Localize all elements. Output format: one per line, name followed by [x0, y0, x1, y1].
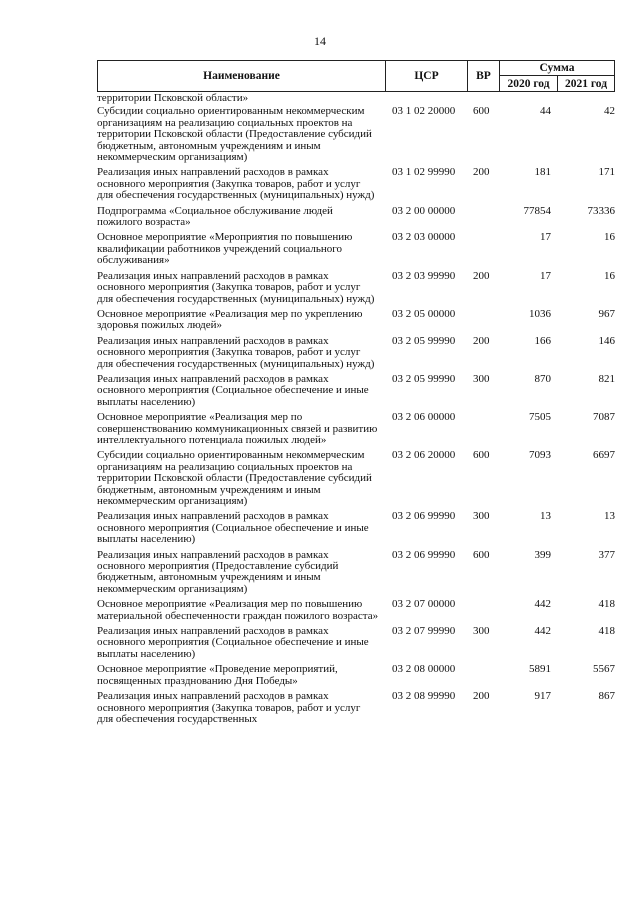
row-sum-2021: 146 — [598, 334, 615, 347]
row-name: Субсидии социально ориентированным некоммерческим организациям на реализацию социальных проектов на территории Псковской области (Предоставление субсидий бюджетным, автономным учреждениям и иным некоммерческим организациям) — [97, 449, 372, 507]
table-row — [97, 550, 617, 596]
header-name: Наименование — [97, 60, 386, 92]
header-2020: 2020 год — [499, 75, 558, 92]
row-csr: 03 2 03 00000 — [392, 231, 456, 244]
table-row — [97, 511, 617, 545]
row-sum-2021: 171 — [598, 166, 615, 179]
row-vr: 300 — [473, 372, 490, 385]
header-2021: 2021 год — [557, 75, 615, 92]
row-sum-2021: 42 — [604, 105, 615, 118]
row-vr: 600 — [473, 105, 490, 118]
row-sum-2020: 17 — [540, 269, 551, 282]
row-sum-2020: 1036 — [529, 307, 551, 320]
row-sum-2021: 967 — [598, 307, 615, 320]
table-row — [97, 232, 617, 266]
row-sum-2021: 7087 — [593, 411, 615, 424]
row-csr: 03 2 07 00000 — [392, 598, 456, 611]
row-sum-2020: 44 — [540, 105, 551, 118]
page-number: 14 — [314, 34, 326, 48]
row-csr: 03 1 02 99990 — [392, 166, 456, 179]
table-row — [97, 599, 617, 622]
row-name: Реализация иных направлений расходов в рамках основного мероприятия (Закупка товаров, работ и услуг для обеспечения государственных — [97, 690, 361, 725]
row-sum-2021: 73336 — [587, 204, 615, 217]
row-vr: 200 — [473, 690, 490, 703]
table-row — [97, 664, 617, 687]
row-sum-2021: 418 — [598, 625, 615, 638]
row-sum-2020: 917 — [534, 690, 551, 703]
row-csr: 03 2 05 99990 — [392, 334, 456, 347]
row-vr: 600 — [473, 548, 490, 561]
row-sum-2021: 16 — [604, 269, 615, 282]
row-csr: 03 2 06 00000 — [392, 411, 456, 424]
row-vr: 200 — [473, 166, 490, 179]
row-sum-2021: 16 — [604, 231, 615, 244]
row-csr: 03 2 00 00000 — [392, 204, 456, 217]
row-name: Основное мероприятие «Реализация мер по укреплению здоровья пожилых людей» — [97, 307, 363, 332]
row-sum-2020: 166 — [534, 334, 551, 347]
row-vr: 300 — [473, 625, 490, 638]
row-sum-2021: 13 — [604, 510, 615, 523]
row-sum-2020: 7093 — [529, 449, 551, 462]
row-vr: 200 — [473, 334, 490, 347]
row-csr: 03 2 06 20000 — [392, 449, 456, 462]
row-name: Реализация иных направлений расходов в рамках основного мероприятия (Социальное обеспечение и иные выплаты населению) — [97, 510, 369, 546]
table-row — [97, 106, 617, 163]
row-sum-2021: 418 — [598, 598, 615, 611]
row-name: территории Псковской области» — [97, 92, 249, 104]
table-row — [97, 271, 617, 305]
row-sum-2020: 5891 — [529, 663, 551, 676]
row-name: Реализация иных направлений расходов в рамках основного мероприятия (Закупка товаров, работ и услуг для обеспечения государственных (муниципальных) нужд) — [97, 334, 375, 370]
row-csr: 03 2 05 99990 — [392, 372, 456, 385]
row-name: Реализация иных направлений расходов в рамках основного мероприятия (Предоставление субсидий бюджетным, автономным учреждениям и иным некоммерческим организациям) — [97, 548, 339, 595]
row-sum-2020: 7505 — [529, 411, 551, 424]
row-name: Основное мероприятие «Реализация мер по повышению материальной обеспеченности граждан пожилого возраста» — [97, 598, 379, 622]
header-csr: ЦСР — [385, 60, 468, 92]
row-sum-2020: 181 — [534, 166, 551, 179]
row-sum-2020: 870 — [534, 372, 551, 385]
table-row — [97, 626, 617, 660]
row-sum-2021: 377 — [598, 548, 615, 561]
table-row — [97, 167, 617, 201]
row-csr: 03 2 08 99990 — [392, 690, 456, 703]
table-row — [97, 691, 617, 725]
row-sum-2020: 13 — [540, 510, 551, 523]
table-body — [97, 93, 617, 729]
table-row — [97, 374, 617, 408]
row-sum-2020: 17 — [540, 231, 551, 244]
table-row — [97, 450, 617, 507]
row-csr: 03 2 07 99990 — [392, 625, 456, 638]
row-name: Субсидии социально ориентированным некоммерческим организациям на реализацию социальных проектов на территории Псковской области (Предоставление субсидий бюджетным, автономным учреждениям и иным некоммерческим организациям) — [97, 105, 372, 164]
row-csr: 03 1 02 20000 — [392, 105, 456, 118]
table-row — [97, 93, 617, 104]
row-name: Реализация иных направлений расходов в рамках основного мероприятия (Социальное обеспечение и иные выплаты населению) — [97, 625, 369, 660]
table-header — [97, 60, 615, 92]
header-sum: Сумма — [499, 60, 615, 76]
row-name: Подпрограмма «Социальное обслуживание людей пожилого возраста» — [97, 204, 333, 229]
row-name: Реализация иных направлений расходов в рамках основного мероприятия (Закупка товаров, работ и услуг для обеспечения государственных (муниципальных) нужд) — [97, 166, 375, 202]
row-csr: 03 2 06 99990 — [392, 510, 456, 523]
row-sum-2020: 442 — [534, 598, 551, 611]
row-vr: 200 — [473, 269, 490, 282]
row-csr: 03 2 08 00000 — [392, 663, 456, 676]
row-sum-2020: 399 — [534, 548, 551, 561]
table-row — [97, 412, 617, 446]
row-csr: 03 2 05 00000 — [392, 307, 456, 320]
row-name: Основное мероприятие «Проведение мероприятий, посвященных празднованию Дня Победы» — [97, 663, 338, 687]
row-name: Реализация иных направлений расходов в рамках основного мероприятия (Закупка товаров, работ и услуг для обеспечения государственных (муниципальных) нужд) — [97, 269, 375, 305]
table-row — [97, 309, 617, 332]
row-name: Основное мероприятие «Мероприятия по повышению квалификации работников учреждений социального обслуживания» — [97, 231, 353, 267]
row-sum-2020: 442 — [534, 625, 551, 638]
row-csr: 03 2 03 99990 — [392, 269, 456, 282]
row-sum-2021: 867 — [598, 690, 615, 703]
row-vr: 600 — [473, 449, 490, 462]
row-sum-2021: 6697 — [593, 449, 615, 462]
row-csr: 03 2 06 99990 — [392, 548, 456, 561]
table-row — [97, 336, 617, 370]
table-row — [97, 206, 617, 229]
header-vr: ВР — [467, 60, 500, 92]
row-sum-2020: 77854 — [523, 204, 551, 217]
row-name: Реализация иных направлений расходов в рамках основного мероприятия (Социальное обеспечение и иные выплаты населению) — [97, 372, 369, 408]
row-sum-2021: 5567 — [593, 663, 615, 676]
row-sum-2021: 821 — [598, 372, 615, 385]
row-vr: 300 — [473, 510, 490, 523]
row-name: Основное мероприятие «Реализация мер по совершенствованию коммуникационных связей и развитию интеллектуального потенциала пожилых людей» — [97, 411, 378, 446]
